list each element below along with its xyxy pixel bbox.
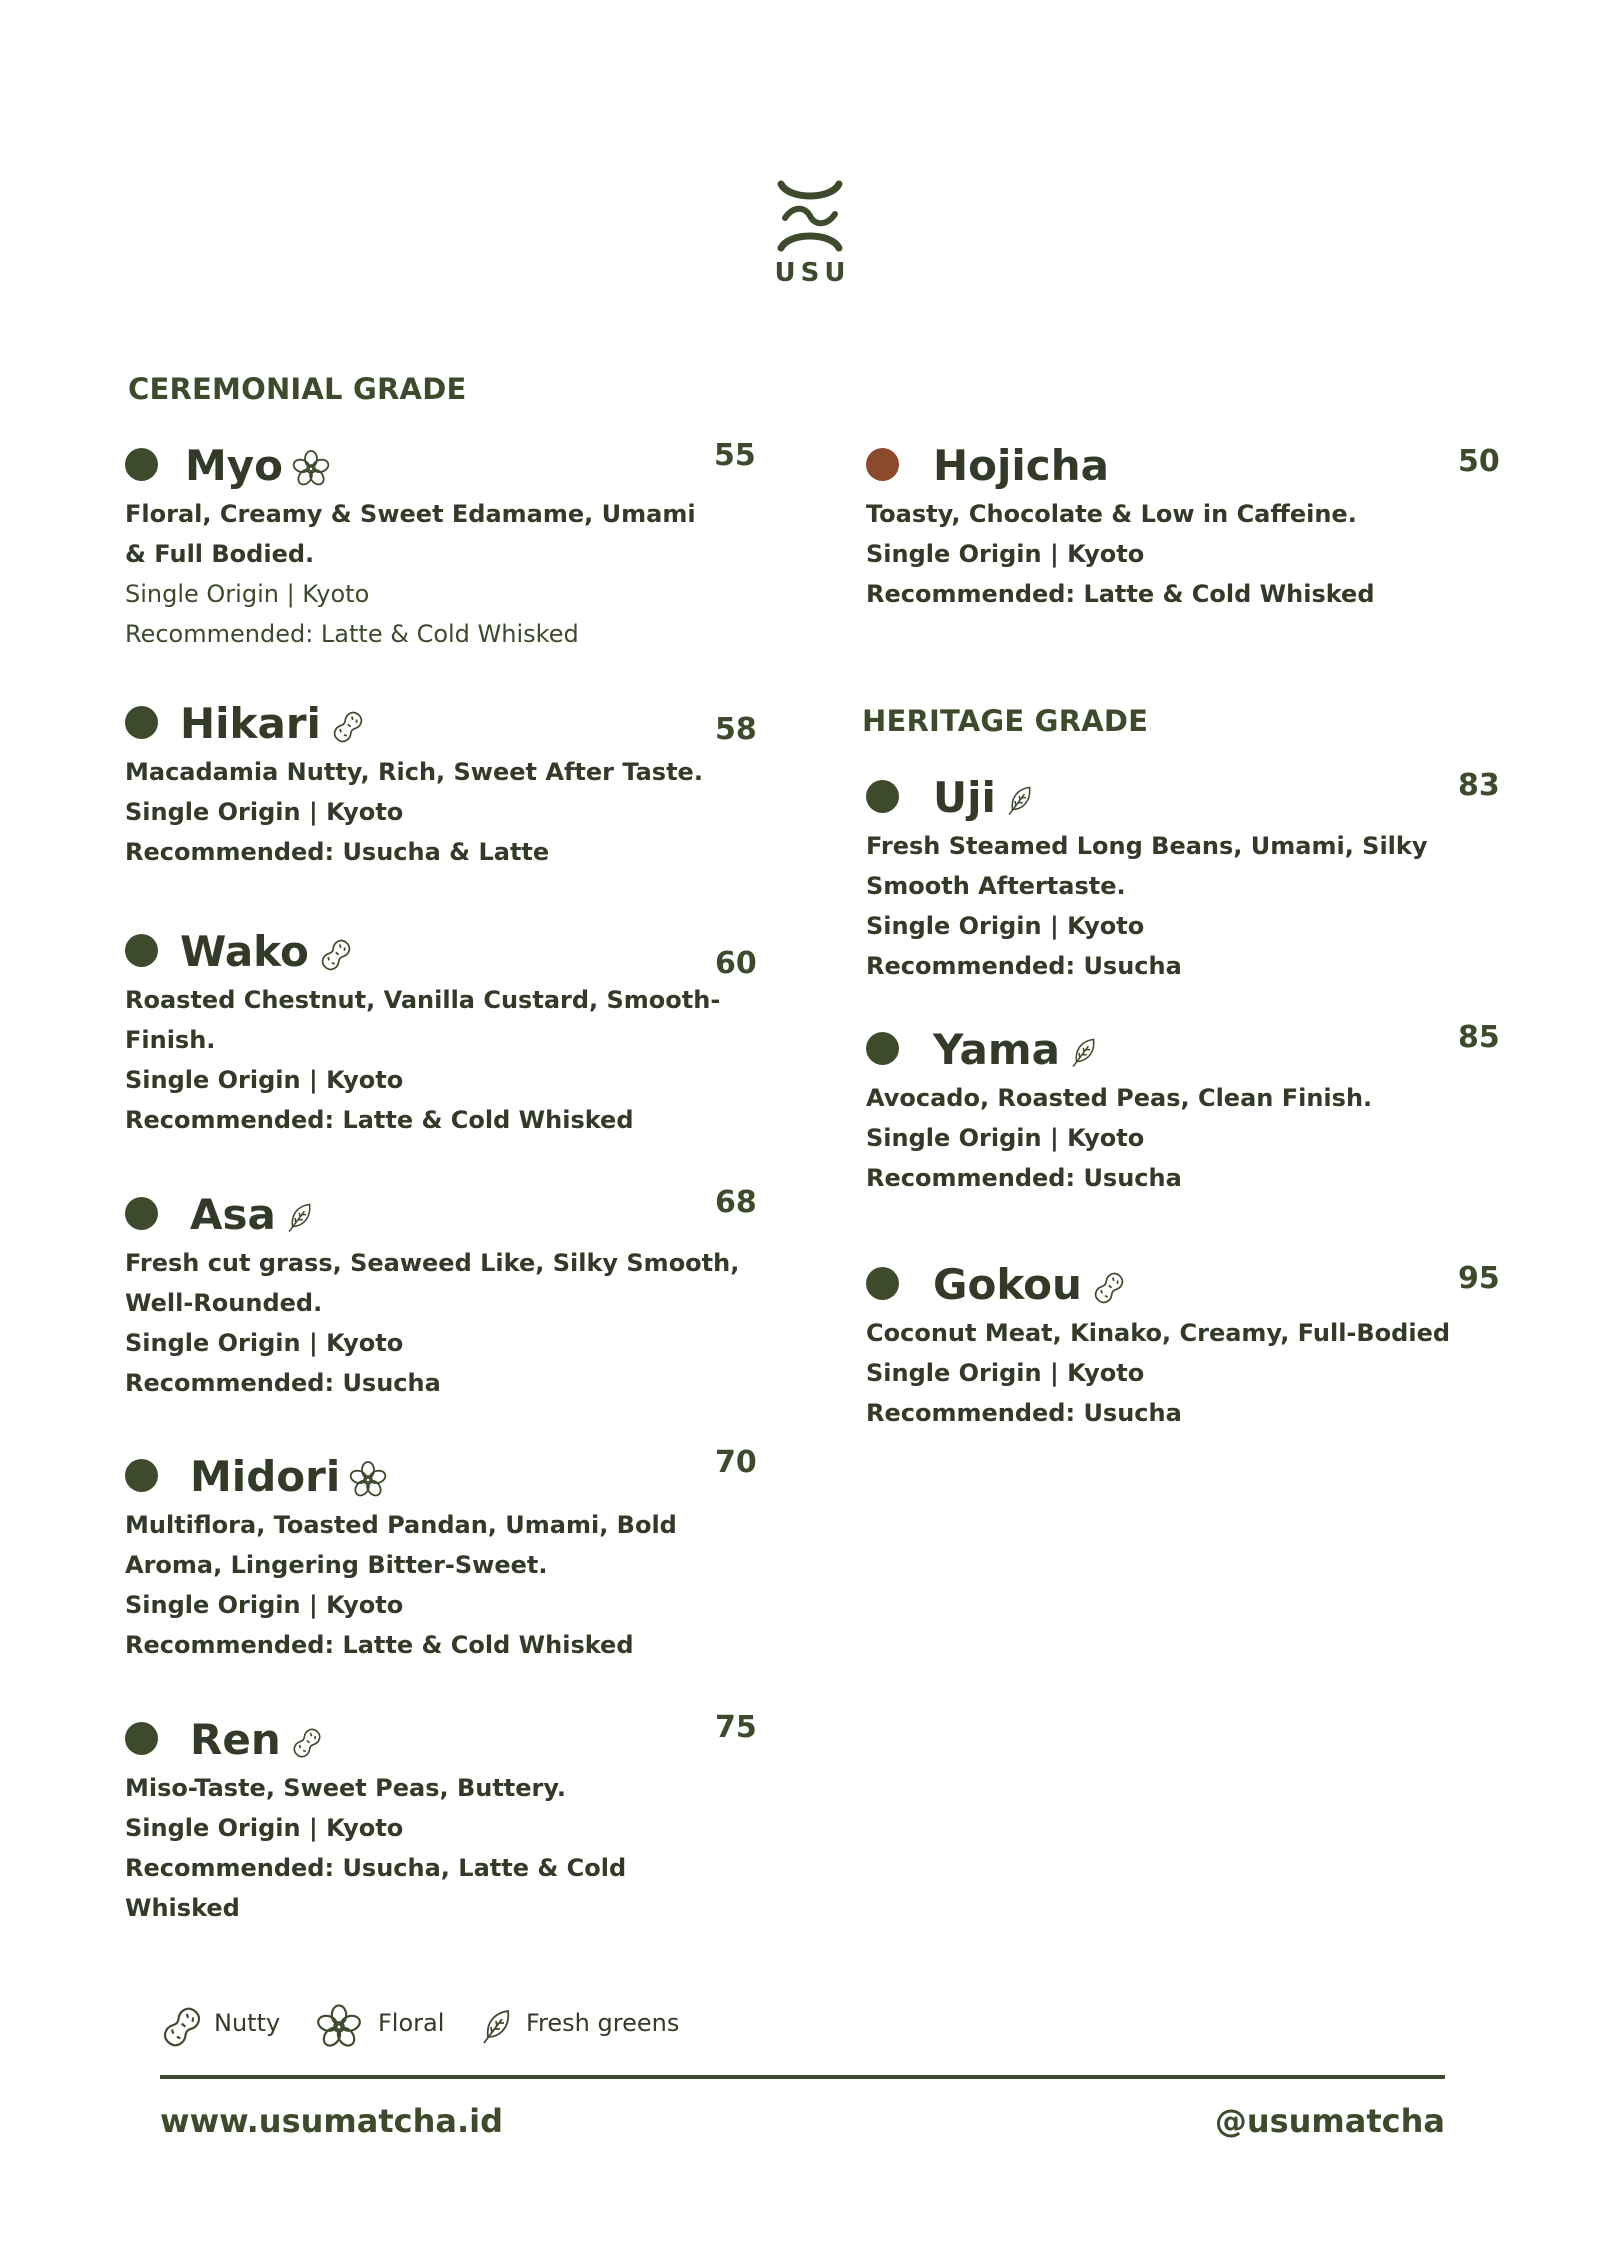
item-price: 95 bbox=[1458, 1261, 1500, 1296]
footer-divider bbox=[160, 2075, 1445, 2079]
fresh-greens-icon bbox=[1004, 784, 1038, 818]
matcha-dot-icon bbox=[125, 706, 158, 739]
item-origin: Single Origin | Kyoto bbox=[125, 1591, 404, 1619]
item-origin: Single Origin | Kyoto bbox=[866, 1124, 1145, 1152]
item-name: Gokou bbox=[933, 1260, 1082, 1309]
matcha-dot-icon bbox=[125, 448, 158, 481]
section-title-ceremonial: CEREMONIAL GRADE bbox=[128, 372, 467, 406]
menu-item-myo bbox=[125, 438, 756, 654]
menu-item-gokou bbox=[866, 1257, 1500, 1433]
floral-icon bbox=[348, 1460, 388, 1500]
menu-item-hikari bbox=[125, 696, 757, 872]
menu-item-yama bbox=[866, 1020, 1500, 1198]
matcha-dot-icon bbox=[125, 1722, 158, 1755]
legend-label: Fresh greens bbox=[526, 2009, 680, 2037]
item-description: Finish. bbox=[125, 1026, 216, 1054]
footer-website: www.usumatcha.id bbox=[160, 2102, 504, 2140]
item-name: Hojicha bbox=[933, 441, 1109, 490]
item-recommendation: Recommended: Usucha & Latte bbox=[125, 838, 550, 866]
item-description: Smooth Aftertaste. bbox=[866, 872, 1126, 900]
legend-label: Nutty bbox=[214, 2009, 281, 2037]
matcha-dot-icon bbox=[125, 934, 158, 967]
matcha-dot-icon bbox=[866, 1032, 899, 1065]
item-origin: Single Origin | Kyoto bbox=[866, 912, 1145, 940]
menu-item-wako bbox=[125, 924, 757, 1140]
item-description: Aroma, Lingering Bitter-Sweet. bbox=[125, 1551, 548, 1579]
nutty-icon bbox=[317, 936, 355, 974]
menu-item-asa bbox=[125, 1185, 757, 1403]
item-price: 70 bbox=[715, 1445, 757, 1480]
matcha-dot-icon bbox=[125, 1197, 158, 1230]
item-description: Avocado, Roasted Peas, Clean Finish. bbox=[866, 1084, 1373, 1112]
floral-icon bbox=[291, 449, 331, 489]
item-recommendation: Recommended: Latte & Cold Whisked bbox=[125, 1106, 634, 1134]
item-price: 55 bbox=[714, 438, 756, 473]
item-price: 60 bbox=[715, 946, 757, 981]
item-description: Coconut Meat, Kinako, Creamy, Full-Bodied bbox=[866, 1319, 1451, 1347]
matcha-dot-icon bbox=[866, 1267, 899, 1300]
item-description: Well-Rounded. bbox=[125, 1289, 323, 1317]
item-origin: Single Origin | Kyoto bbox=[125, 1329, 404, 1357]
fresh-greens-icon bbox=[478, 2003, 518, 2051]
menu-item-hojicha bbox=[866, 438, 1500, 614]
footer-handle: @usumatcha bbox=[1214, 2102, 1445, 2140]
nutty-icon bbox=[289, 1725, 325, 1761]
item-price: 75 bbox=[715, 1710, 757, 1745]
item-name: Hikari bbox=[180, 699, 321, 748]
nutty-icon bbox=[1090, 1269, 1128, 1307]
item-origin: Single Origin | Kyoto bbox=[866, 540, 1145, 568]
nutty-icon bbox=[329, 708, 367, 746]
item-name: Ren bbox=[190, 1715, 281, 1764]
item-recommendation: Recommended: Latte & Cold Whisked bbox=[125, 1631, 634, 1659]
matcha-dot-icon bbox=[125, 1459, 158, 1492]
item-price: 83 bbox=[1458, 768, 1500, 803]
item-name: Yama bbox=[933, 1025, 1061, 1074]
item-name: Myo bbox=[185, 441, 284, 490]
item-recommendation: Recommended: Usucha bbox=[866, 1399, 1182, 1427]
item-name: Asa bbox=[190, 1190, 276, 1239]
item-description: Fresh cut grass, Seaweed Like, Silky Smooth, bbox=[125, 1249, 740, 1277]
fresh-greens-icon bbox=[1068, 1036, 1102, 1070]
item-recommendation: Recommended: Usucha bbox=[866, 952, 1182, 980]
nutty-icon bbox=[158, 2003, 206, 2051]
item-origin: Single Origin | Kyoto bbox=[125, 798, 404, 826]
item-recommendation: Recommended: Usucha bbox=[125, 1369, 441, 1397]
item-recommendation: Recommended: Latte & Cold Whisked bbox=[866, 580, 1375, 608]
floral-icon bbox=[315, 2003, 363, 2051]
fresh-greens-icon bbox=[284, 1201, 318, 1235]
brand-logo bbox=[760, 176, 860, 288]
legend-label: Floral bbox=[378, 2009, 445, 2037]
hojicha-dot-icon bbox=[866, 448, 899, 481]
item-price: 58 bbox=[715, 712, 757, 747]
brand-name: USU bbox=[774, 258, 851, 288]
menu-item-ren bbox=[125, 1710, 757, 1928]
item-origin: Single Origin | Kyoto bbox=[125, 1814, 404, 1842]
item-origin: Single Origin | Kyoto bbox=[125, 1066, 404, 1094]
menu-item-uji bbox=[866, 768, 1500, 986]
section-title-heritage: HERITAGE GRADE bbox=[862, 704, 1149, 738]
item-name: Midori bbox=[190, 1452, 341, 1501]
item-description: Roasted Chestnut, Vanilla Custard, Smooth- bbox=[125, 986, 721, 1014]
item-description: & Full Bodied. bbox=[125, 540, 315, 568]
item-price: 50 bbox=[1458, 444, 1500, 479]
item-price: 85 bbox=[1458, 1020, 1500, 1055]
item-description: Floral, Creamy & Sweet Edamame, Umami bbox=[125, 500, 696, 528]
menu-item-midori bbox=[125, 1445, 757, 1665]
usu-logo-icon bbox=[775, 176, 845, 256]
item-origin: Single Origin | Kyoto bbox=[125, 580, 370, 608]
item-recommendation: Recommended: Latte & Cold Whisked bbox=[125, 620, 579, 648]
item-price: 68 bbox=[715, 1185, 757, 1220]
item-name: Uji bbox=[933, 773, 996, 822]
item-origin: Single Origin | Kyoto bbox=[866, 1359, 1145, 1387]
item-description: Macadamia Nutty, Rich, Sweet After Taste. bbox=[125, 758, 703, 786]
matcha-dot-icon bbox=[866, 780, 899, 813]
item-description: Multiflora, Toasted Pandan, Umami, Bold bbox=[125, 1511, 677, 1539]
item-recommendation: Recommended: Usucha bbox=[866, 1164, 1182, 1192]
item-recommendation: Recommended: Usucha, Latte & Cold Whisked bbox=[125, 1854, 627, 1922]
item-description: Fresh Steamed Long Beans, Umami, Silky bbox=[866, 832, 1428, 860]
item-description: Toasty, Chocolate & Low in Caffeine. bbox=[866, 500, 1357, 528]
item-description: Miso-Taste, Sweet Peas, Buttery. bbox=[125, 1774, 566, 1802]
item-name: Wako bbox=[180, 927, 309, 976]
